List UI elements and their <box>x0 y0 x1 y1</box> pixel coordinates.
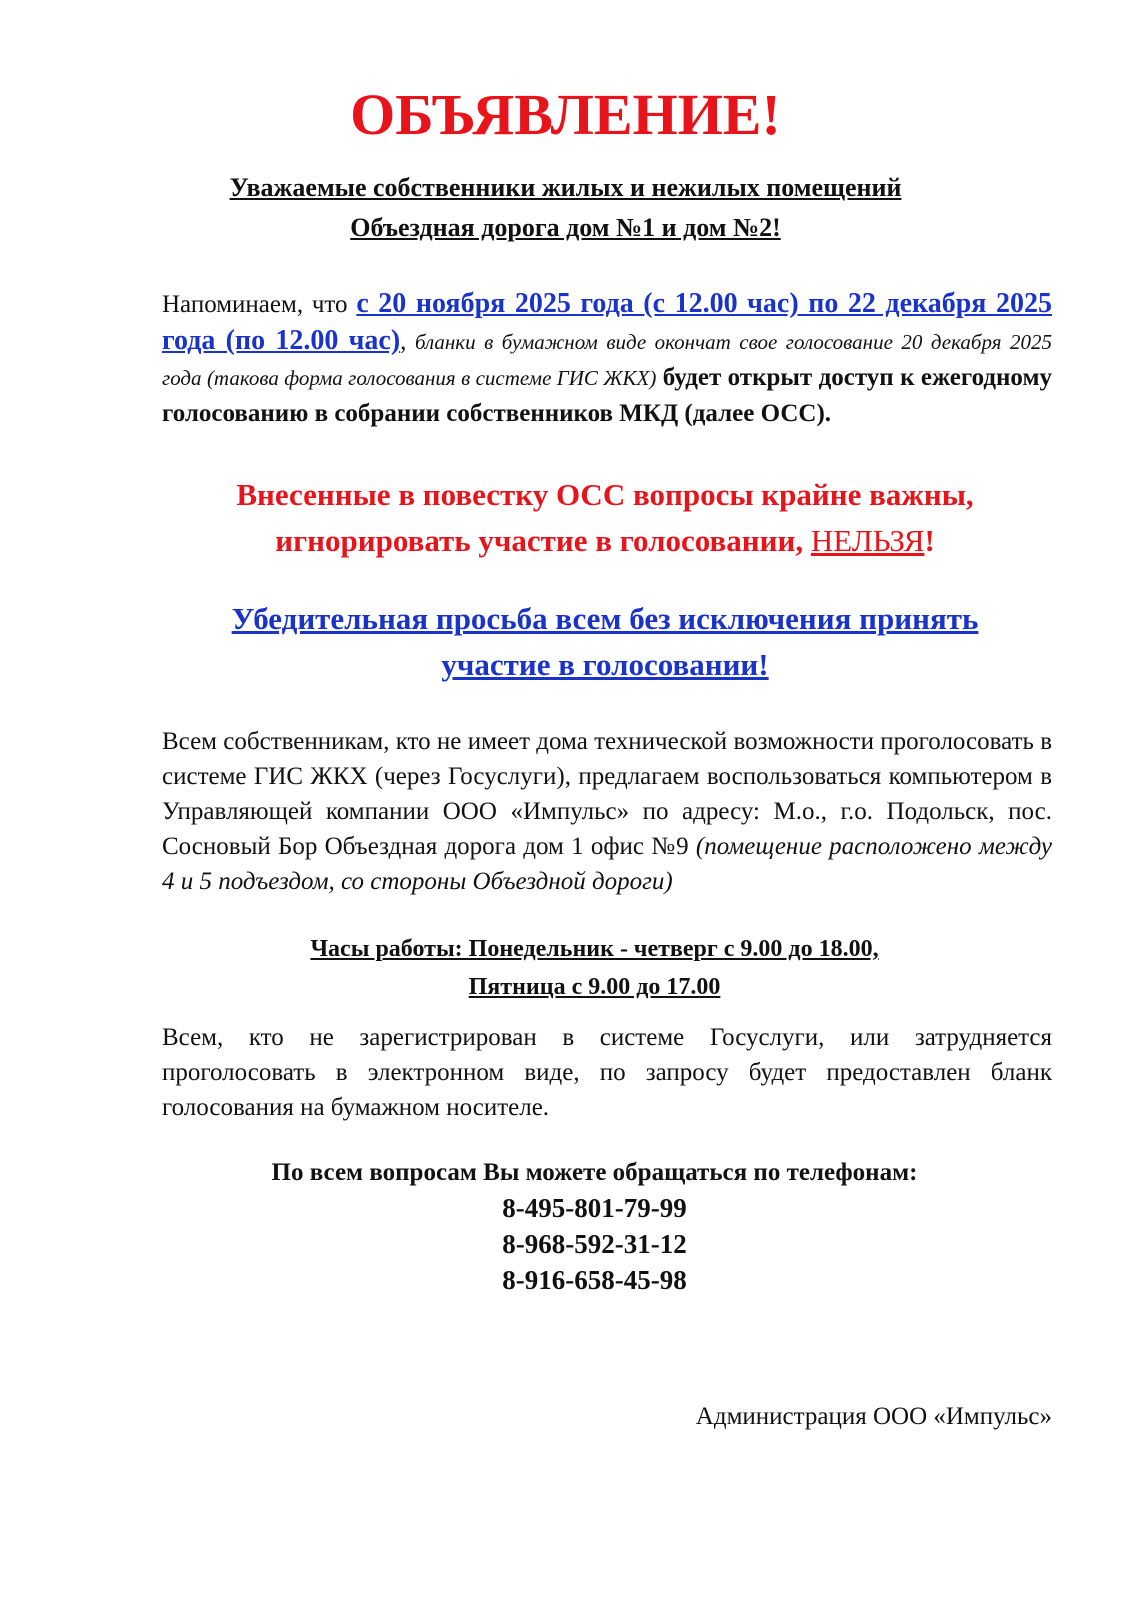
paper-ballot-paragraph: Всем, кто не зарегистрирован в системе Госуслуги, или затрудняется проголосовать в электронном виде, по запросу будет предоставлен бланк голосования на бумажном носителе. <box>162 1024 1052 1121</box>
importance-warning <box>150 472 1060 564</box>
office-location-note: (помещение расположено между 4 и 5 подъездом, со стороны Объездной дороги) <box>162 833 1053 895</box>
computer-offer-text: Всем собственникам, кто не имеет дома технической возможности проголосовать в системе ГИС ЖКХ (через Госуслуги), предлагаем воспользоваться компьютером в Управляющей компании ООО «Импульс» по адресу: М.о., г.о. Подольск, пос. Сосновый Бор Объездная дорога дом 1 офис №9 <box>162 728 1052 860</box>
warning-line-1: Внесенные в повестку ОСС вопросы крайне важны, <box>236 477 974 512</box>
phone-number: 8-968-592-31-12 <box>502 1229 687 1259</box>
appeal-line-1: Убедительная просьба всем без исключения принять <box>231 601 979 636</box>
signature: Администрация ООО «Импульс» <box>695 1403 1052 1430</box>
appeal-line-2: участие в голосовании! <box>441 647 769 682</box>
intro-lead: Напоминаем, что <box>162 291 357 318</box>
page-title: ОБЪЯВЛЕНИЕ! <box>350 82 781 147</box>
computer-offer-paragraph <box>162 724 1052 899</box>
warning-exclamation: ! <box>924 523 935 558</box>
warning-nelzya: НЕЛЬЗЯ <box>810 523 925 558</box>
hours-line-2: Пятница с 9.00 до 17.00 <box>468 974 721 1000</box>
phone-number: 8-916-658-45-98 <box>502 1265 687 1295</box>
warning-line-2: игнорировать участие в голосовании, <box>275 523 811 558</box>
intro-comma: , <box>400 328 407 355</box>
paper-ballot-note: бланки в бумажном виде окончат свое голосование 20 декабря 2025 года (такова форма голосования в системе ГИС ЖКХ) <box>162 330 1052 390</box>
participation-appeal <box>150 596 1060 688</box>
phone-number: 8-495-801-79-99 <box>502 1193 687 1223</box>
addressee-heading <box>0 168 1131 248</box>
phone-list <box>0 1190 1131 1298</box>
addressee-line-1: Уважаемые собственники жилых и нежилых помещений <box>229 173 902 202</box>
access-text: будет открыт доступ к ежегодному голосованию в собрании собственников МКД (далее ОСС). <box>162 364 1052 427</box>
voting-dates: с 20 ноября 2025 года (с 12.00 час) по 22 декабря 2025 года (по 12.00 час) <box>162 288 1052 356</box>
contacts-heading: По всем вопросам Вы можете обращаться по телефонам: <box>271 1159 918 1186</box>
addressee-line-2: Объездная дорога дом №1 и дом №2! <box>350 213 781 242</box>
working-hours <box>0 930 1131 1006</box>
voting-dates-paragraph <box>162 286 1052 432</box>
hours-line-1: Часы работы: Понедельник - четверг с 9.00 до 18.00, <box>310 936 879 962</box>
